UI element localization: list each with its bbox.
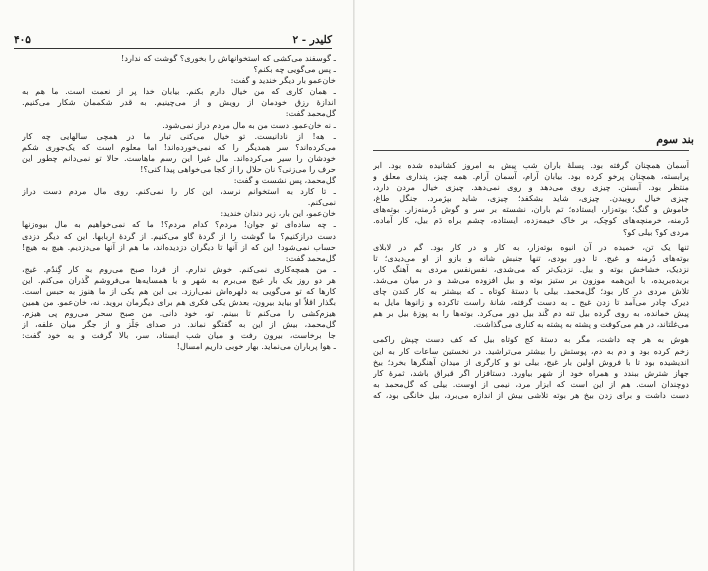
right-page xyxy=(355,0,708,571)
text-line: گل‌محمد گفت: xyxy=(285,108,336,119)
text-line: آسمان همچنان گرفته بود. پسلهٔ باران شب پیش به امروز کشانیده شده بود. ابر xyxy=(373,160,689,170)
paragraph xyxy=(373,334,689,401)
text-line: تنها یک تن، خمیده در آن انبوه بوته‌زار، به کار و در کار بود. گم در لابلای xyxy=(373,241,689,252)
text-line: دست درازکنیم؟ ما گوشت را از گردهٔ گاو می‌کنیم. از گردهٔ اربابها. این که دیگر دزدی xyxy=(22,230,336,241)
text-line: ـ من همچه‌کاری نمی‌کنم. خوش ندارم. از فردا صبح می‌روم به کار گِندُم. غیج، xyxy=(22,263,336,274)
paragraph xyxy=(373,160,689,238)
text-line: بریده‌بریده، با این‌همه موزون بر ستیز بوته و بیل افزوده می‌شد و در میان می‌شد. xyxy=(373,274,689,285)
text-line: بوته‌های دُرمنه و غیج. تا دور بودی، تنها جنبش شانه و بازو از او می‌دیدی؛ تا xyxy=(373,252,689,263)
text-line: دست داشت و برای زدن بیخ هر بوته تلاشی بیش از اندازه می‌برد، بیل خانگی بود، که xyxy=(373,389,689,400)
text-line: دوچندان است. هم از این است که ابزار مرد، نیمی از اوست. بیلی که گل‌محمد به xyxy=(373,378,689,389)
text-line: اندیشیده بود تا با فروش اولین بار غیج، بیلی نو و کارگری از میدان آهنگرها بخرد؛ بیخ xyxy=(373,356,689,367)
text-line: هوش به هر چه داشت، مگر به دستهٔ کج کوتاه بیل که کف دست چپش راکمی xyxy=(373,334,689,345)
page-number: ۴۰۵ xyxy=(14,34,35,46)
left-page xyxy=(0,0,353,571)
text-line: ـ نه خان‌عمو. دست من به مال مردم دراز نمی‌شود. xyxy=(162,119,336,130)
text-line: ـ چه ساده‌ای تو جوان! مردم؟ کدام مردم؟! ما که نمی‌خواهیم به مال بیوه‌زنها xyxy=(22,219,336,230)
text-line: اندازهٔ رزق خودمان از رویش و از می‌چینیم. به قدر شکممان شکار می‌کنیم. xyxy=(22,97,336,108)
text-line: پیش خمانده، به روی گرده بیل تنه دم گُند بیل دور می‌کرد. بوته‌ها را به پوزهٔ بیل بر هم xyxy=(373,308,689,319)
text-line: کارها که تو می‌گویی به دلهره‌اش نمی‌ارزد. بی این هم یکی از ما هنوز به حبس است. xyxy=(22,285,336,296)
text-line: ـ گوسفند می‌کشی که استخوانهاش را بخوری؟ گوشت که ندارد! xyxy=(121,53,336,63)
text-line: ـ تا کارد به استخوانم نرسد، این کار را نمی‌کنم. روی مال مردم دست دراز xyxy=(22,186,336,197)
text-line: خان‌عمو بار دیگر خندید و گفت: xyxy=(230,75,336,86)
text-line: خان‌عمو، این بار، زیر دندان خندید: xyxy=(220,208,336,219)
text-line: گل‌محمد، پس نشست و گفت: xyxy=(233,175,336,186)
text-line: منتظر بود. آبستن. چیزی روی می‌دهد و روی نمی‌دهد. چیزی خیال مردن دارد، xyxy=(373,182,689,193)
text-line: جهاز شترش ببندد و همراه خود از شهر بیاورد. دستافزار اگر قبراق باشد، ثمرهٔ کار xyxy=(373,367,689,378)
text-line: خاموش و گنگ؛ بوته‌زار، ایستاده؛ تم باران، نشسته بر سر و گوش دُرمنه‌زار. بوته‌های xyxy=(373,204,689,215)
text-line: زخم کرده بود و دم به دم، پوستش را بیشتر می‌تراشید. در نخستین ساعات کار به این xyxy=(373,345,689,356)
text-line: می‌کرده‌اند؟ سر همدیگر را که نمی‌خورده‌اند! اما معلوم است که یک‌جوری شکم xyxy=(22,141,336,152)
text-line: نزدیک، خشاخش بوته و بیل. نزدیک‌تر که می‌شدی، نفس‌نفس مردی به آهنگ کار، xyxy=(373,263,689,274)
text-line: ـ همان کاری که من خیال دارم بکنم. بیابان خدا پر از نعمت است. ما هم به xyxy=(22,86,336,97)
paragraph xyxy=(373,242,689,331)
text-line: نمی‌کنم. xyxy=(307,197,336,208)
chapter-divider xyxy=(373,150,689,151)
text-line: بگذار اقلاً او بیاید بیرون، بعدش یکی فکری هم برای دیگرمان بروید. نه، خان‌عمو. من همین xyxy=(22,297,336,308)
right-page-text xyxy=(373,160,689,401)
text-line: تلاش مردی در کار بود؛ گل‌محمد. بیلی با دستهٔ کوتاه ـ که بیشتر به کار کندن چای xyxy=(373,286,689,297)
text-line: حساب نمی‌شود! این که از آنها تا دیگران دزدیده‌اند، ما هم از آنها می‌دزدیم. هیچ به هیچ! xyxy=(22,241,336,252)
text-line: خودشان را سیر می‌کرده‌اند. مال غیرا این رسم ماهاست. حالا تو نمی‌دانم چطور این xyxy=(22,152,336,163)
text-line: گل‌محمد، بیش از این به گفتگو نماند. در صدای جَلّز و از جگر میان علفه، از xyxy=(22,319,336,330)
text-line: ـ پس می‌گویی چه بکنم؟ xyxy=(253,64,336,75)
text-line: هر دو روز یک بار غیج می‌برم به شهر و با همسایه‌ها می‌فروشم گُذران می‌کنم. این xyxy=(22,274,336,285)
running-title: کلیدر - ۲ xyxy=(288,34,332,46)
text-line: می‌غلتاند، در هم می‌کوفت و پشته به پشته به کناری می‌گذاشت. xyxy=(473,319,689,330)
text-line: دُرمنه، خرمنچه‌های کوچک، بر خاک خیمه‌زده، ایستاده، چشم براه دَم بیل، کار آماده. xyxy=(373,215,689,226)
text-line: پرابسته، همچنان پرخو کرده بود. بیابان آرام، آسمان آرام. همه چیز، پنداری معلق و xyxy=(373,171,689,182)
text-line: چیزی خیال روییدن. چیزی، شاید بشکفد؛ چیزی، شاید بپژمرد. جنگل طاغ، xyxy=(373,193,689,204)
text-line: ـ هه! از نادانیست. تو خیال می‌کنی تبار ما در همچی سالهایی چه کار xyxy=(22,130,336,141)
text-line: هیزم‌کشی را می‌کنم تا ببینم. تو، خود دانی. من صبح سحر می‌روم پی هیزم. xyxy=(22,308,336,319)
text-line: مردی کو؟ بیلی کو؟ xyxy=(623,226,689,237)
text-line: ـ هوا پرباران می‌نماید. بهار خوبی داریم امسال! xyxy=(176,341,336,352)
running-header xyxy=(14,34,332,49)
text-line: حرف را می‌زنی؟ نان حلال را از کجا می‌خواهی پیدا کنی؟! xyxy=(140,163,336,174)
text-line: گل‌محمد گفت: xyxy=(285,252,336,263)
text-line: جا برخاست، بیرون رفت و میان شب ایستاد، سر، بالا گرفت و به خود گفت: xyxy=(22,330,336,341)
chapter-title: بند سوم xyxy=(656,133,694,146)
text-line: دیرک چادر می‌آمد تا زدن غیج ـ به دست گرفته، شانهٔ راست تاکرده و زانوها مایل به xyxy=(373,297,689,308)
left-page-text xyxy=(22,53,336,353)
